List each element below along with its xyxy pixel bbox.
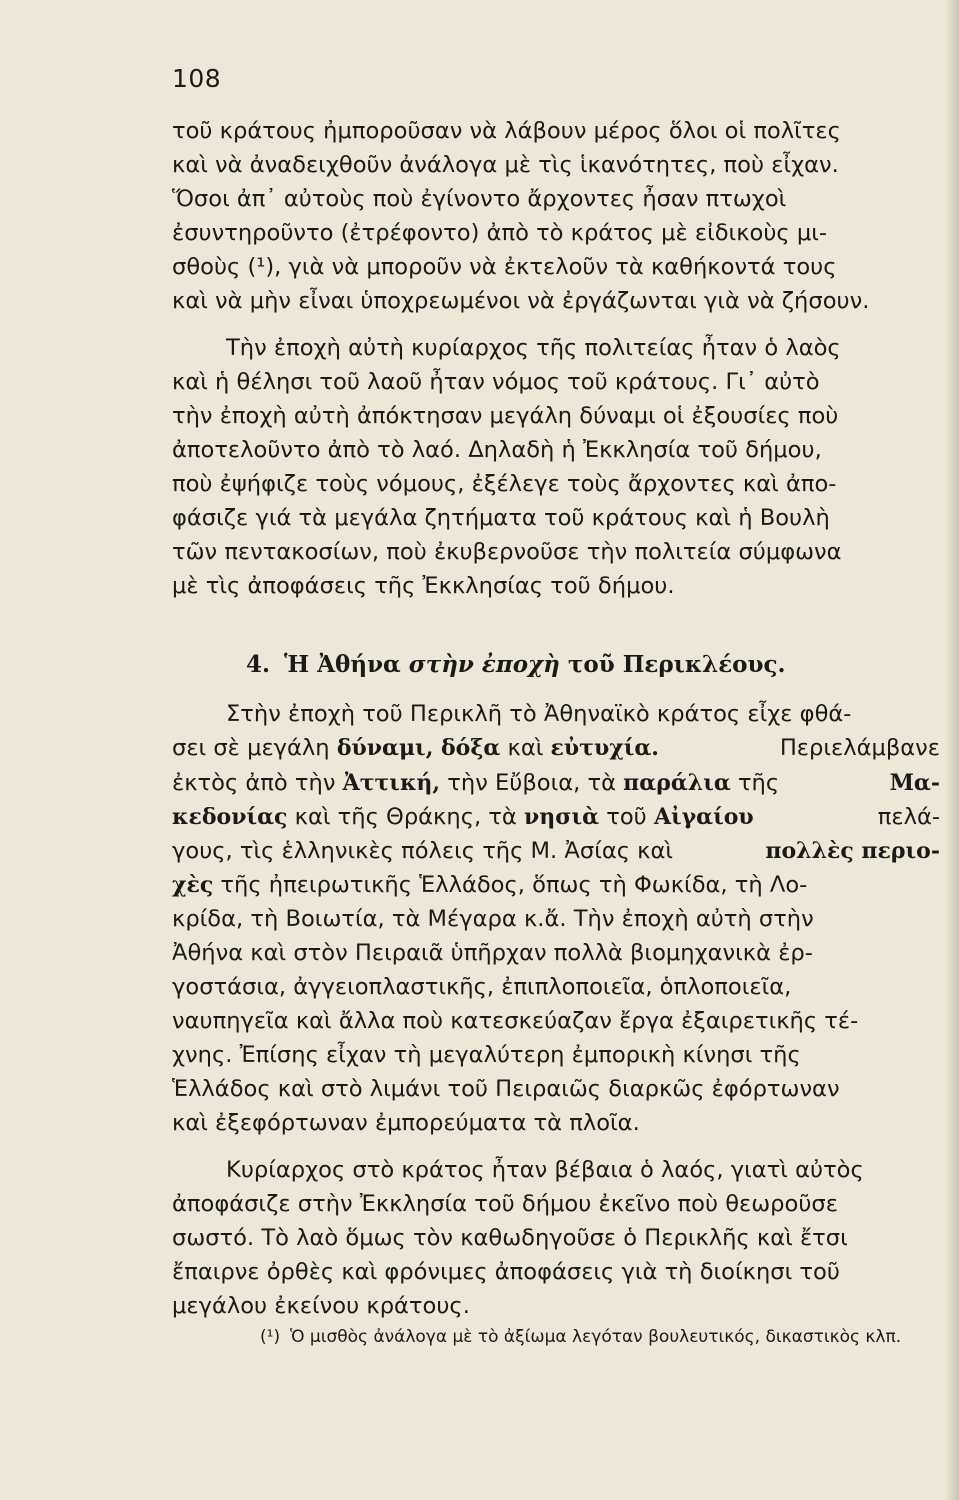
bold-term: δύναμι, δόξα	[336, 735, 501, 762]
text-line: μὲ τὶς ἀποφάσεις τῆς Ἐκκλησίας τοῦ δήμου.	[172, 573, 675, 600]
text-line	[172, 868, 940, 902]
footnote-mark: (¹)	[260, 1327, 281, 1347]
text-line: Κυρίαρχος στὸ κράτος ἦταν βέβαια ὁ λαός, γιατὶ αὐτὸς	[226, 1156, 864, 1183]
text-segment: καὶ	[500, 735, 551, 762]
text-line: ἀποτελοῦντο ἀπὸ τὸ λαό. Δηλαδὴ ἡ Ἐκκλησία τοῦ δήμου,	[172, 436, 822, 463]
page-edge	[945, 0, 959, 1500]
bold-term: κεδονίας	[172, 803, 288, 830]
text-segment: γους, τὶς ἑλληνικὲς πόλεις τῆς Μ. Ἀσίας καὶ	[172, 837, 674, 864]
text-segment: κρίδα, τὴ Βοιωτία, τὰ Μέγαρα κ.ἄ. Τὴν ἐποχὴ αὐτὴ στὴν	[172, 905, 814, 932]
bold-term: πολλὲς περιο-	[765, 837, 940, 864]
text-line	[172, 834, 940, 868]
text-segment: τῆς ἠπειρωτικῆς Ἑλλάδος, ὅπως τὴ Φωκίδα, τὴ Λο-	[213, 871, 808, 898]
paragraph-1	[172, 114, 940, 319]
text-line	[172, 1106, 940, 1140]
heading-text-b: στὴν ἐποχὴ	[408, 651, 560, 679]
bold-term: Ἀττική,	[342, 769, 441, 796]
text-segment: πελά-	[877, 803, 940, 830]
text-line: Τὴν ἐποχὴ αὐτὴ κυρίαρχος τῆς πολιτείας ἦταν ὁ λαὸς	[226, 334, 841, 361]
text-segment: Ἀθήνα καὶ στὸν Πειραιᾶ ὑπῆρχαν πολλὰ βιομηχανικὰ ἐρ-	[172, 939, 813, 966]
text-line	[172, 970, 940, 1004]
heading-text-c: τοῦ Περικλέους.	[559, 651, 786, 679]
text-line: καὶ νὰ ἀναδειχθοῦν ἀνάλογα μὲ τὶς ἱκανότητες, ποὺ εἶχαν.	[172, 152, 839, 179]
bold-term: παράλια	[623, 769, 731, 796]
bold-term: χὲς	[172, 871, 214, 898]
footnote	[260, 1327, 950, 1347]
text-segment: καὶ ἐξεφόρτωναν ἐμπορεύματα τὰ πλοῖα.	[172, 1110, 640, 1137]
text-segment: Στὴν ἐποχὴ τοῦ Περικλῆ τὸ Ἀθηναϊκὸ κράτος εἶχε φθά-	[226, 701, 852, 728]
text-line	[172, 1038, 940, 1072]
page-number: 108	[172, 64, 222, 93]
text-segment: καὶ τῆς Θράκης, τὰ	[287, 803, 524, 830]
text-line: μεγάλου ἐκείνου κράτους.	[172, 1292, 470, 1319]
text-segment: σει σὲ μεγάλη	[172, 735, 337, 762]
bold-term: Μα-	[889, 769, 940, 796]
text-line	[172, 766, 940, 800]
text-segment: χνης. Ἐπίσης εἶχαν τὴ μεγαλύτερη ἐμπορικὴ κίνησι τῆς	[172, 1042, 801, 1069]
paragraph-4	[172, 1153, 940, 1323]
text-line	[172, 1004, 940, 1038]
section-heading	[172, 645, 940, 685]
text-line: τὴν ἐποχὴ αὐτὴ ἀπόκτησαν μεγάλη δύναμι οἱ ἐξουσίες ποὺ	[172, 402, 839, 429]
bold-term: νησιὰ	[524, 803, 600, 830]
bold-term: Αἰγαίου	[653, 803, 754, 830]
text-line: καὶ ἡ θέλησι τοῦ λαοῦ ἦταν νόμος τοῦ κράτους. Γι᾽ αὐτὸ	[172, 368, 820, 395]
paragraph-3	[172, 697, 940, 1140]
text-line: σωστό. Τὸ λαὸ ὅμως τὸν καθωδηγοῦσε ὁ Περικλῆς καὶ ἔτσι	[172, 1224, 848, 1251]
text-line: ἐσυντηροῦντο (ἐτρέφοντο) ἀπὸ τὸ κράτος μὲ εἰδικοὺς μι-	[172, 220, 828, 247]
body-text	[172, 114, 940, 1323]
text-segment: Περιελάμβανε	[779, 735, 940, 762]
text-line: Ὅσοι ἀπ᾽ αὐτοὺς ποὺ ἐγίνοντο ἄρχοντες ἦσαν πτωχοὶ	[172, 186, 787, 213]
text-segment: τοῦ	[599, 803, 654, 830]
text-line	[172, 936, 940, 970]
footnote-text: Ὁ μισθὸς ἀνάλογα μὲ τὸ ἀξίωμα λεγόταν βουλευτικός, δικαστικὸς κλπ.	[290, 1327, 902, 1347]
text-line	[172, 1072, 940, 1106]
text-line	[172, 697, 940, 731]
heading-text-a: Ἡ Ἀθήνα	[284, 651, 409, 679]
text-segment: ἐκτὸς ἀπὸ τὴν	[172, 769, 343, 796]
text-segment: τῆς	[730, 769, 780, 796]
text-line: τοῦ κράτους ἠμποροῦσαν νὰ λάβουν μέρος ὅλοι οἱ πολῖτες	[172, 118, 841, 144]
text-line: ἔπαιρνε ὀρθὲς καὶ φρόνιμες ἀποφάσεις γιὰ τὴ διοίκησι τοῦ	[172, 1258, 840, 1285]
text-segment: τὴν Εὔβοια, τὰ	[440, 769, 624, 796]
text-segment: γοστάσια, ἀγγειοπλαστικῆς, ἐπιπλοποιεῖα, ὁπλοποιεῖα,	[172, 974, 792, 1001]
text-line	[172, 902, 940, 936]
paragraph-2	[172, 331, 940, 604]
text-line	[172, 731, 940, 765]
section-number: 4.	[246, 651, 271, 679]
text-line: ἀποφάσιζε στὴν Ἐκκλησία τοῦ δήμου ἐκεῖνο ποὺ θεωροῦσε	[172, 1190, 838, 1217]
text-segment: ναυπηγεῖα καὶ ἄλλα ποὺ κατεσκεύαζαν ἔργα ἐξαιρετικῆς τέ-	[172, 1008, 859, 1035]
text-line: τῶν πεντακοσίων, ποὺ ἐκυβερνοῦσε τὴν πολιτεία σύμφωνα	[172, 539, 842, 566]
text-line: καὶ νὰ μὴν εἶναι ὑποχρεωμένοι νὰ ἐργάζωνται γιὰ νὰ ζήσουν.	[172, 288, 870, 315]
text-line	[172, 800, 940, 834]
text-line: φάσιζε γιά τὰ μεγάλα ζητήματα τοῦ κράτους καὶ ἡ Βουλὴ	[172, 505, 830, 532]
text-segment: Ἑλλάδος καὶ στὸ λιμάνι τοῦ Πειραιῶς διαρκῶς ἐφόρτωναν	[172, 1076, 840, 1103]
bold-term: εὐτυχία.	[550, 735, 659, 762]
text-line: ποὺ ἐψήφιζε τοὺς νόμους, ἐξέλεγε τοὺς ἄρχοντες καὶ ἀπο-	[172, 470, 837, 497]
text-line: σθοὺς (¹), γιὰ νὰ μποροῦν νὰ ἐκτελοῦν τὰ καθήκοντά τους	[172, 254, 837, 281]
